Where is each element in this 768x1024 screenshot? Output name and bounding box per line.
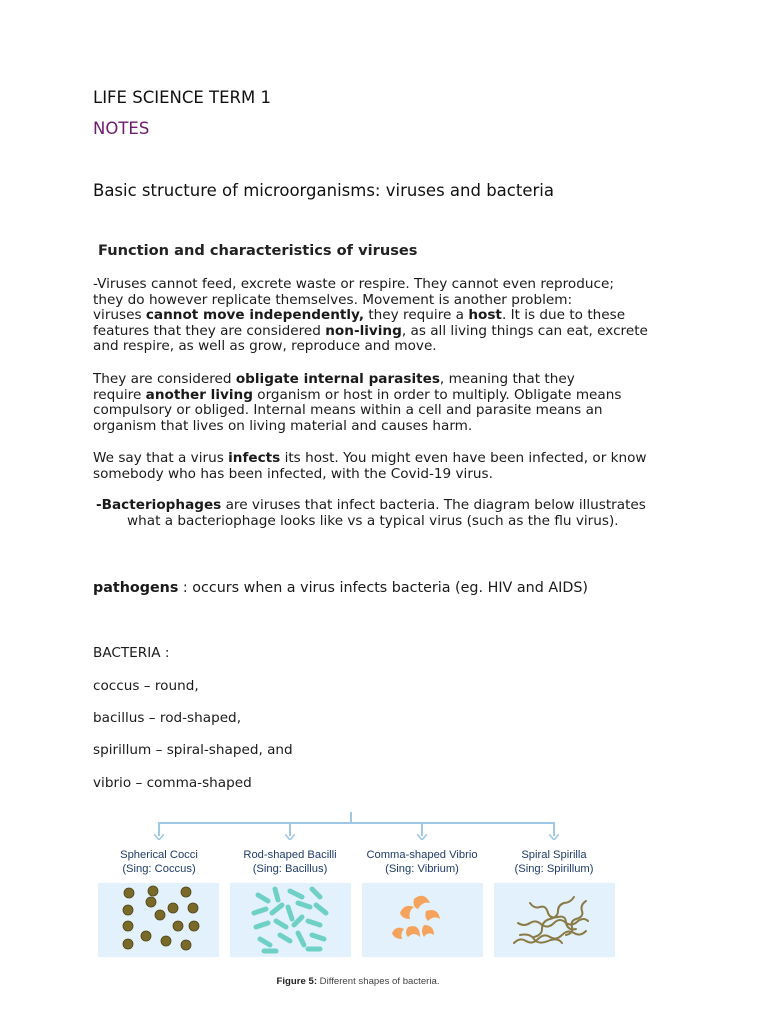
- text-run: . It is due to these: [501, 307, 626, 324]
- paragraph-obligate-parasites: [93, 372, 621, 434]
- text-run: They are considered: [93, 371, 236, 387]
- vibrio-icon: [362, 883, 483, 957]
- bacilli-icon: [230, 883, 351, 957]
- cocci-illustration: [98, 883, 219, 957]
- bold-term: pathogens: [93, 580, 179, 596]
- text-line: they do however replicate themselves. Movement is another problem:: [93, 291, 573, 308]
- bold-term: infects: [228, 450, 281, 466]
- text-line: what a bacteriophage looks like vs a typical virus (such as the flu virus).: [127, 512, 619, 529]
- bacteria-shapes-figure: [96, 808, 620, 993]
- text-line: and respire, as well as grow, reproduce and move.: [93, 338, 437, 355]
- text-run: features that they are considered: [93, 322, 326, 339]
- arrow-down-icon: [549, 834, 559, 840]
- document-subtitle: NOTES: [93, 119, 150, 138]
- text-run: organism or host in order to multiply. Obligate means: [252, 386, 622, 403]
- bold-term: cannot move independently,: [145, 307, 365, 324]
- arrow-down-icon: [154, 834, 164, 840]
- text-run: are viruses that infect bacteria. The diagram below illustrates: [221, 497, 646, 513]
- cocci-icon: [98, 883, 219, 957]
- arrow-down-icon: [417, 834, 427, 840]
- text-line: organism that lives on living material and causes harm.: [93, 417, 473, 434]
- spirilla-illustration: [494, 883, 615, 957]
- bold-term: obligate internal parasites: [235, 371, 440, 387]
- bacilli-label: Rod-shaped Bacilli (Sing: Bacillus): [243, 849, 337, 875]
- text-line: -Viruses cannot feed, excrete waste or respire. They cannot even reproduce;: [93, 276, 614, 292]
- text-run: : occurs when a virus infects bacteria (eg. HIV and AIDS): [178, 580, 588, 596]
- text-run: viruses: [93, 307, 146, 324]
- connector-horizontal: [158, 822, 555, 824]
- bold-term: host: [468, 307, 502, 324]
- bold-term: another living: [145, 386, 253, 403]
- arrow-down-icon: [285, 834, 295, 840]
- bacteria-list-item: spirillum – spiral-shaped, and: [93, 742, 293, 758]
- bacteria-list-item: coccus – round,: [93, 678, 199, 694]
- connector-top-stem: [350, 812, 352, 822]
- text-line: compulsory or obliged. Internal means within a cell and parasite means an: [93, 402, 603, 419]
- document-title: LIFE SCIENCE TERM 1: [93, 88, 271, 107]
- cocci-label: Spherical Cocci (Sing: Coccus): [120, 849, 198, 875]
- text-line: somebody who has been infected, with the Covid-19 virus.: [93, 465, 493, 482]
- paragraph-infects: [93, 451, 647, 482]
- spirilla-icon: [494, 883, 615, 957]
- spirilla-label: Spiral Spirilla (Sing: Spirillum): [514, 849, 594, 875]
- bold-term: non-living: [325, 322, 402, 339]
- text-run: require: [93, 386, 146, 403]
- text-run: We say that a virus: [93, 450, 229, 466]
- bold-term: -Bacteriophages: [96, 497, 222, 513]
- section-heading: Function and characteristics of viruses: [98, 242, 418, 259]
- figure-caption: Figure 5: Different shapes of bacteria.: [276, 976, 440, 987]
- paragraph-virus-characteristics: [93, 277, 648, 355]
- bacilli-illustration: [230, 883, 351, 957]
- vibrio-label: Comma-shaped Vibrio (Sing: Vibrium): [366, 849, 478, 875]
- text-run: its host. You might even have been infected, or know: [280, 450, 647, 466]
- text-run: , meaning that they: [439, 371, 575, 387]
- paragraph-bacteriophages: [96, 498, 646, 529]
- bacteria-heading: BACTERIA :: [93, 645, 170, 661]
- bacteria-list-item: vibrio – comma-shaped: [93, 775, 252, 791]
- text-run: , as all living things can eat, excrete: [401, 322, 648, 339]
- paragraph-pathogens: [93, 580, 588, 597]
- bacteria-list-item: bacillus – rod-shaped,: [93, 710, 242, 726]
- text-run: they require a: [364, 307, 469, 324]
- topic-heading: Basic structure of microorganisms: viruses and bacteria: [93, 181, 554, 200]
- vibrio-illustration: [362, 883, 483, 957]
